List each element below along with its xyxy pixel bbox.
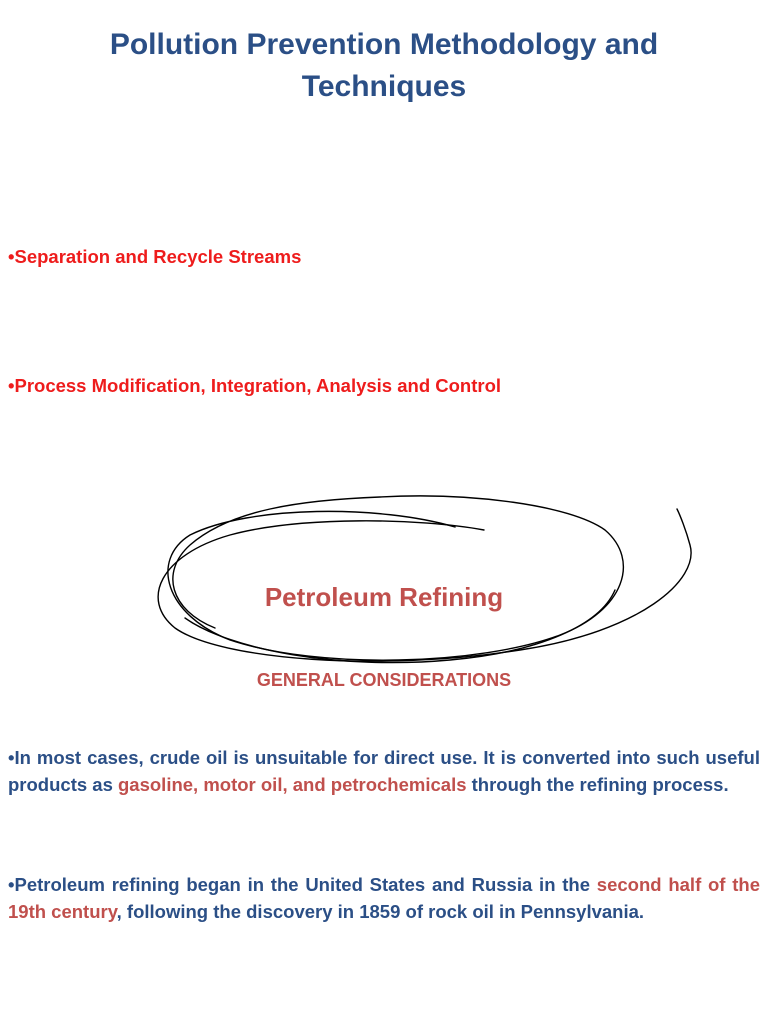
bullet-separation-recycle: •Separation and Recycle Streams (8, 246, 302, 267)
paragraph-crude-oil-tail: through the refining process. (466, 774, 729, 795)
section-title-petroleum-refining: Petroleum Refining (264, 582, 504, 612)
paragraph-refining-history-tail: , following the discovery in 1859 of rock oil in Pennsylvania. (116, 901, 645, 922)
scribble-loop-inner (168, 496, 623, 660)
section-heading-general-considerations: GENERAL CONSIDERATIONS (256, 670, 512, 690)
paragraph-refining-history-text: •Petroleum refining began in the United States and Russia in the (8, 874, 597, 895)
page-title: Pollution Prevention Methodology and Techniques (109, 28, 659, 103)
paragraph-crude-oil (8, 744, 760, 798)
bullet-process-modification: •Process Modification, Integration, Analysis and Control (8, 375, 502, 396)
paragraph-refining-history (8, 871, 760, 925)
paragraph-crude-oil-text: •In most cases, crude oil is unsuitable for direct use. It is converted into such useful products as (8, 747, 760, 795)
paragraph-crude-oil-highlight: gasoline, motor oil, and petrochemicals (118, 774, 467, 795)
paragraph-refining-history-highlight: second half of the 19th century (8, 874, 760, 922)
